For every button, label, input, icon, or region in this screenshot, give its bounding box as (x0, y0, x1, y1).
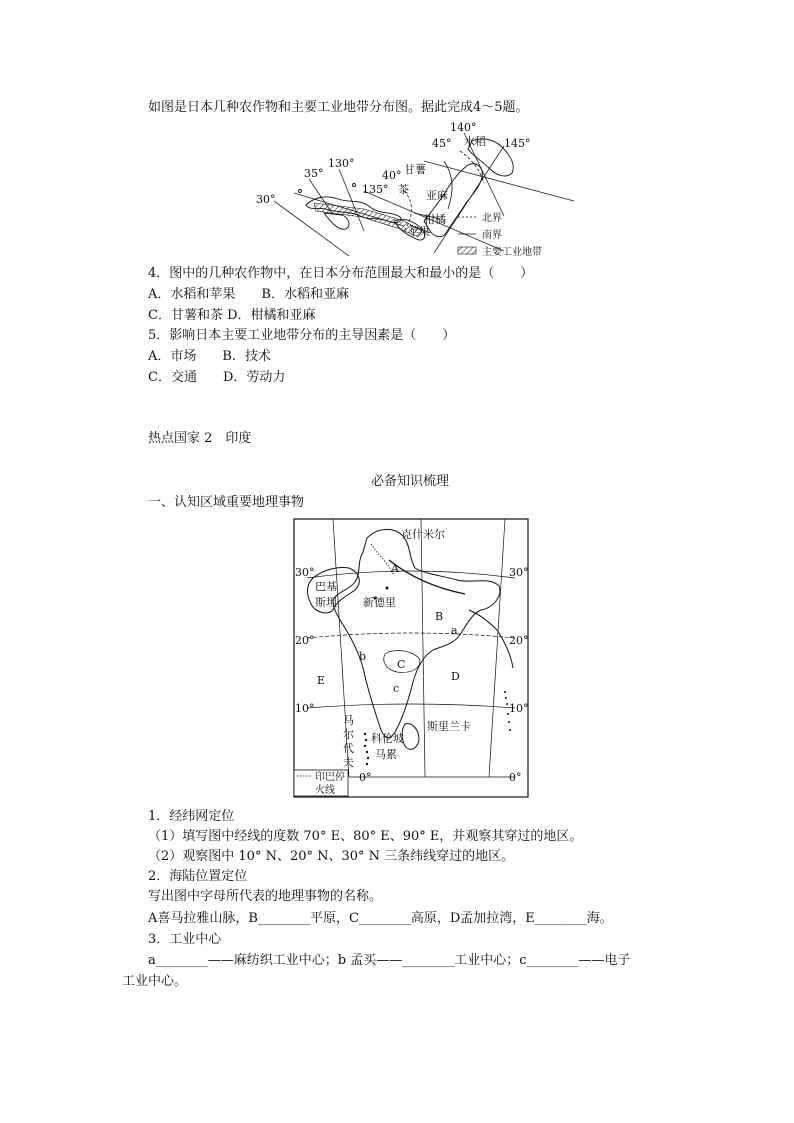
s2-title: 2．海陆位置定位 (148, 869, 248, 884)
in-lat10-right: 10° (509, 702, 529, 715)
jp-flax: 亚麻 (426, 189, 448, 202)
section-title: 热点国家 2 印度 (148, 431, 252, 446)
part1-heading: 一、认知区域重要地理事物 (148, 495, 305, 510)
s1-item1: （1）填写图中经线的度数 70° E、80° E、90° E，并观察其穿过的地区。 (148, 829, 583, 844)
in-lat0-right: 0° (509, 771, 522, 784)
in-lat30-right: 30° (509, 566, 529, 579)
s3-item2: 工业中心。 (122, 974, 188, 989)
in-maldives-1: 马 (343, 714, 354, 727)
in-label-E: E (317, 674, 326, 687)
in-lat20-left: 20° (295, 634, 315, 647)
q5-options-cd: C．交通 D．劳动力 (148, 370, 286, 385)
intro-text: 如图是日本几种农作物和主要工业地带分布图。据此完成4～5题。 (148, 100, 529, 115)
in-new-delhi: 新德里 (363, 596, 396, 609)
in-lat30-left: 30° (295, 566, 315, 579)
in-lat0-left: 0° (359, 771, 372, 784)
s3-item1: a________——麻纺织工业中心；b 孟买——________工业中心；c________——电子 (148, 953, 631, 968)
in-kashmir: 克什米尔 (401, 528, 445, 541)
s1-title: 1．经纬网定位 (148, 809, 235, 824)
jp-lon145: 145° (504, 137, 531, 150)
jp-lat45: 45° (432, 137, 452, 150)
jp-legend-north: 北界 (482, 213, 502, 224)
in-srilanka: 斯里兰卡 (427, 720, 471, 733)
s1-item2: （2）观察图中 10° N、20° N、30° N 三条纬线穿过的地区。 (148, 849, 515, 864)
q4-options-cd: C．甘薯和茶 D．柑橘和亚麻 (148, 308, 316, 323)
jp-tea: 茶 (398, 183, 409, 196)
in-label-B: B (435, 610, 444, 623)
in-label-b: b (359, 650, 367, 663)
jp-rice: 水稻 (464, 135, 486, 148)
in-label-D: D (451, 670, 460, 683)
india-map-figure (293, 518, 529, 798)
in-legend-1: 印巴停 (315, 772, 345, 783)
in-lat10-left: 10° (295, 702, 315, 715)
q4-options-ab: A．水稻和苹果 B．水稻和亚麻 (148, 287, 349, 302)
q5-stem: 5．影响日本主要工业地带分布的主导因素是（ ） (148, 328, 456, 343)
jp-lat40: 40° (382, 169, 402, 182)
jp-lon130: 130° (328, 157, 355, 170)
japan-map-figure (254, 121, 584, 263)
q4-stem: 4．图中的几种农作物中，在日本分布范围最大和最小的是（ ） (148, 266, 534, 281)
jp-apple: 苹果 (408, 225, 430, 238)
subtitle: 必备知识梳理 (370, 474, 449, 489)
in-maldives-2: 尔 (343, 728, 354, 741)
in-maldives-3: 代 (343, 742, 354, 755)
jp-legend-industrial: 主要工业地带 (482, 247, 542, 258)
in-pakistan-2: 斯坦 (315, 596, 337, 609)
in-label-c: c (393, 682, 400, 695)
in-label-a: a (451, 624, 458, 637)
s2-item2: A喜马拉雅山脉，B________平原，C________高原，D孟加拉湾，E________海。 (148, 911, 613, 926)
jp-lat35: 35° (304, 167, 324, 180)
in-maldives-4: 夫 (343, 756, 354, 769)
jp-lat30: 30° (256, 193, 276, 206)
in-label-C: C (397, 658, 406, 671)
in-lat20-right: 20° (509, 634, 529, 647)
in-male: 马累 (375, 748, 397, 761)
in-colombo: 科伦坡 (371, 732, 404, 745)
q5-options-ab: A．市场 B．技术 (148, 349, 271, 364)
in-pakistan-1: 巴基 (315, 580, 337, 593)
in-legend-2: 火线 (315, 785, 335, 796)
jp-legend-south: 南界 (482, 230, 502, 241)
jp-lon140: 140° (450, 121, 477, 134)
in-label-A: A (391, 562, 399, 575)
jp-citrus: 柑橘 (424, 213, 446, 226)
jp-sweet-potato: 甘薯 (404, 163, 426, 176)
s2-item1: 写出图中字母所代表的地理事物的名称。 (148, 889, 383, 904)
s3-title: 3．工业中心 (148, 932, 222, 947)
jp-lon135: 135° (362, 183, 389, 196)
